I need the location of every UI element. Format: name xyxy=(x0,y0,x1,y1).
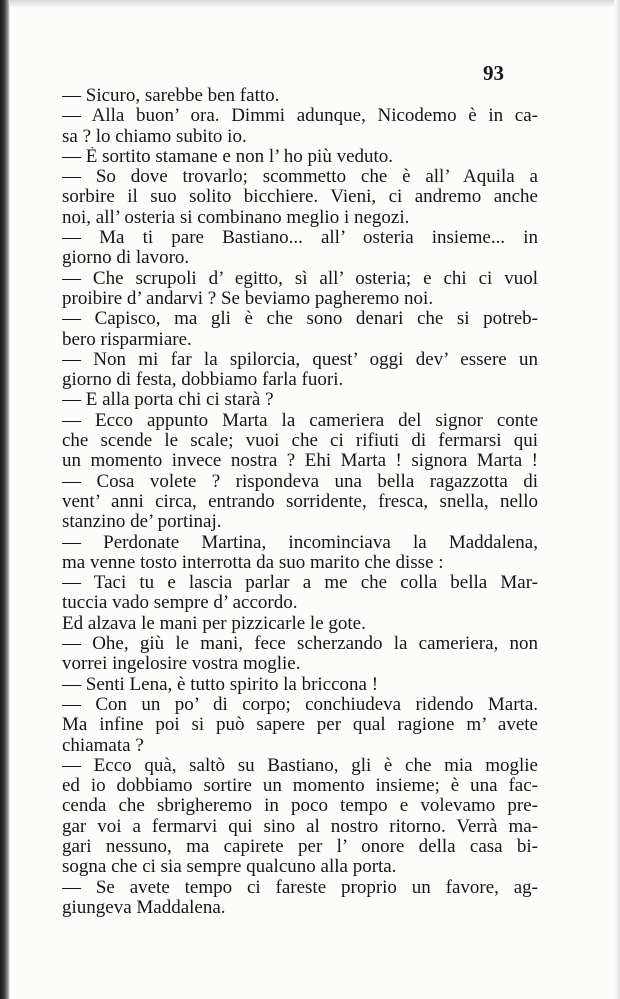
page-number: 93 xyxy=(483,61,504,85)
text-line: — Taci tu e lascia parlar a me che colla bella Mar- xyxy=(62,573,538,594)
text-line: — Capisco, ma gli è che sono denari che si potreb- xyxy=(62,309,538,330)
text-line: Ed alzava le mani per pizzicarle le gote. xyxy=(62,613,366,634)
text-line: chiamata ? xyxy=(62,735,144,756)
text-line: gari nessuno, ma capirete per l’ onore della casa bi- xyxy=(62,836,538,857)
text-line: vent’ anni circa, entrando sorridente, fresca, snella, nello xyxy=(62,491,538,512)
text-line: — È sortito stamane e non l’ ho più veduto. xyxy=(62,146,394,167)
text-line: bero risparmiare. xyxy=(62,329,192,350)
text-line: ma venne tosto interrotta da suo marito che disse : xyxy=(62,552,444,573)
text-line: — Ma ti pare Bastiano... all’ osteria insieme... in xyxy=(62,228,538,249)
text-line: Ma infine poi si può sapere per qual ragione m’ avete xyxy=(62,715,538,736)
text-line: sa ? lo chiamo subito io. xyxy=(62,126,247,147)
text-line: — Cosa volete ? rispondeva una bella ragazzotta di xyxy=(62,471,538,492)
text-line: — Con un po’ di corpo; conchiudeva ridendo Marta. xyxy=(62,694,538,715)
text-line: giorno di festa, dobbiamo farla fuori. xyxy=(62,370,344,391)
text-line: proibire d’ andarvi ? Se beviamo pagheremo noi. xyxy=(62,288,434,309)
text-line: — Se avete tempo ci fareste proprio un favore, ag- xyxy=(62,877,538,898)
text-line: — Non mi far la spilorcia, quest’ oggi dev’ essere un xyxy=(62,349,538,370)
text-line: — Senti Lena, è tutto spirito la briccona ! xyxy=(62,674,379,695)
text-line: cenda che sbrigheremo in poco tempo e volevamo pre- xyxy=(62,796,538,817)
text-line: — Ecco appunto Marta la cameriera del signor conte xyxy=(62,410,538,431)
text-line: giorno di lavoro. xyxy=(62,248,190,269)
text-line: — Che scrupoli d’ egitto, sì all’ osteria; e chi ci vuol xyxy=(62,268,538,289)
text-line: — Alla buon’ ora. Dimmi adunque, Nicodemo è in ca- xyxy=(62,106,538,127)
text-line: — E alla porta chi ci starà ? xyxy=(62,390,274,411)
text-line: vorrei ingelosire vostra moglie. xyxy=(62,654,301,675)
text-line: sorbire il suo solito bicchiere. Vieni, ci andremo anche xyxy=(62,187,538,208)
page-right-edge xyxy=(614,0,620,999)
text-line: stanzino de’ portinaj. xyxy=(62,512,222,533)
text-line: — So dove trovarlo; scommetto che è all’ Aquila a xyxy=(62,167,538,188)
text-line: — Perdonate Martina, incominciava la Maddalena, xyxy=(62,532,538,553)
text-line: — Ohe, giù le mani, fece scherzando la cameriera, non xyxy=(62,634,538,655)
text-line: gar voi a fermarvi qui sino al nostro ritorno. Verrà ma- xyxy=(62,816,538,837)
text-line: — Sicuro, sarebbe ben fatto. xyxy=(62,86,280,106)
text-line: — Ecco quà, saltò su Bastiano, gli è che mia moglie xyxy=(62,755,538,776)
page-top-edge xyxy=(10,0,620,8)
book-spine-shadow xyxy=(0,0,10,999)
body-text xyxy=(62,86,538,918)
text-line: ed io dobbiamo sortire un momento insieme; è una fac- xyxy=(62,776,538,797)
text-line: un momento invece nostra ? Ehi Marta ! signora Marta ! xyxy=(62,451,538,472)
text-line: giungeva Maddalena. xyxy=(62,897,226,918)
text-line: che scende le scale; vuoi che ci rifiuti di fermarsi qui xyxy=(62,431,538,452)
text-line: tuccia vado sempre d’ accordo. xyxy=(62,593,298,614)
text-line: sogna che ci sia sempre qualcuno alla porta. xyxy=(62,857,397,878)
text-line: noi, all’ osteria si combinano meglio i negozi. xyxy=(62,207,410,228)
